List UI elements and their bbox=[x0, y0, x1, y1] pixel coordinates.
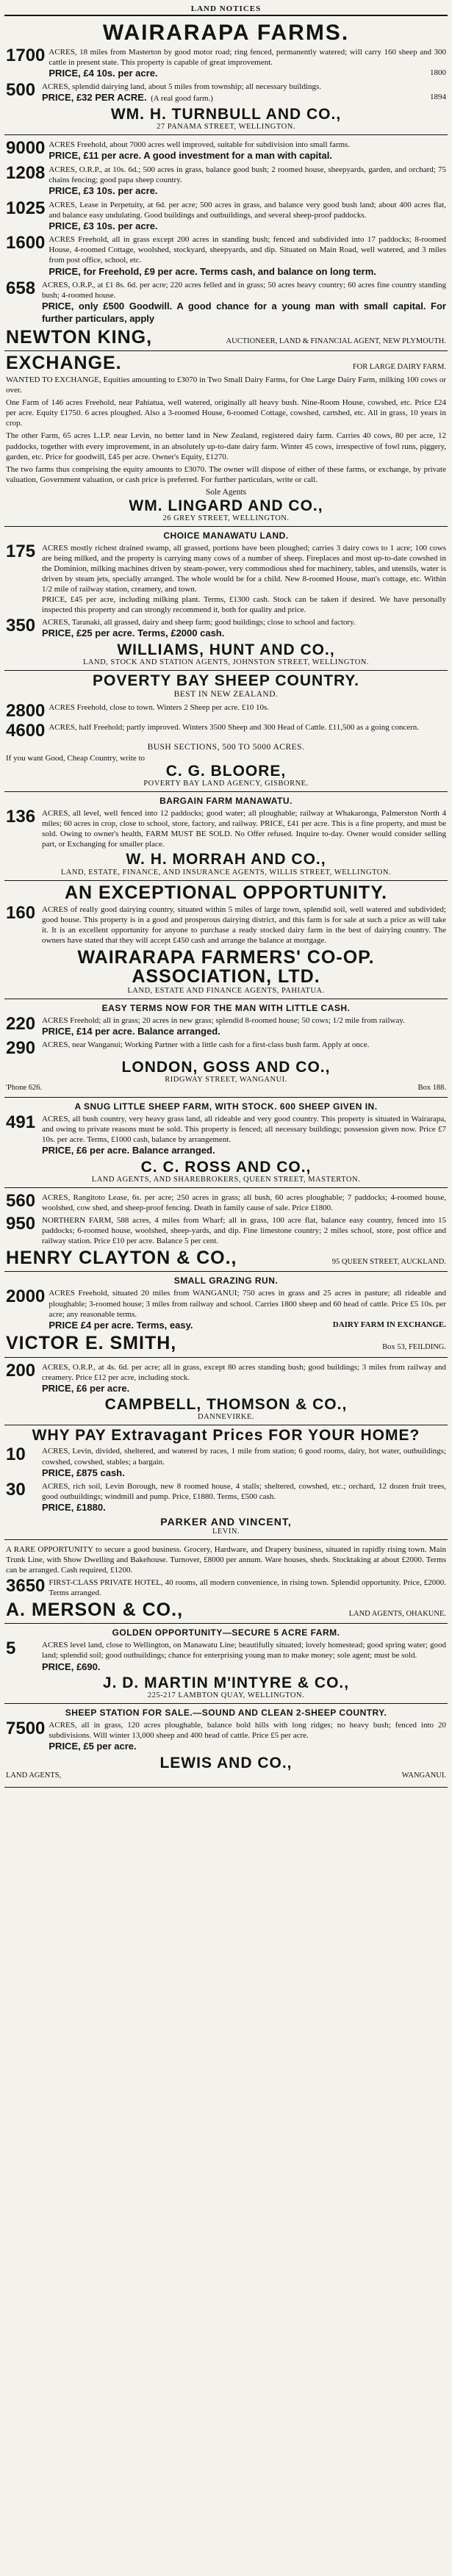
title-line bbox=[6, 353, 446, 373]
listing-body bbox=[42, 1114, 446, 1157]
firm-address: 225-217 LAMBTON QUAY, WELLINGTON. bbox=[147, 1691, 305, 1700]
section-head: A SNUG LITTLE SHEEP FARM, WITH STOCK. 600 SHEEP GIVEN IN. bbox=[74, 1101, 378, 1112]
ad-paragraph: One Farm of 146 acres Freehold, near Pahiatua, well watered, originally all heavy bush. Nine-Room House, cowshed, etc. Price £24 per acre. Equity £1750. 6 acres ploughed. Also a 3-roomed House, 6-roomed Cottage, cowshed, cartshed, etc. All in grass, 10 years in crop. bbox=[6, 398, 446, 428]
listing-text: ACRES, half Freehold; partly improved. Winters 3500 Sheep and 300 Head of Cattle. £11,500 as a going concern. bbox=[49, 723, 420, 733]
ad-exchange bbox=[4, 351, 448, 527]
listing-body bbox=[49, 47, 446, 80]
firm-address: LAND, ESTATE AND FINANCE AGENTS, PAHIATUA. bbox=[127, 986, 325, 995]
acreage: 2000 bbox=[6, 1287, 46, 1307]
listing-price: PRICE, £5 per acre. bbox=[49, 1741, 137, 1752]
ad-golden-opportunity bbox=[4, 1624, 448, 1704]
acreage: 9000 bbox=[6, 138, 46, 159]
ad-title: AN EXCEPTIONAL OPPORTUNITY. bbox=[64, 882, 388, 903]
ad-easy-terms bbox=[4, 999, 448, 1098]
acreage: 1700 bbox=[6, 45, 46, 65]
listing bbox=[6, 1640, 446, 1673]
listing-text: ACRES level land, close to Wellington, on Manawatu Line; beautifully situated; lovely homestead; good spring water; good land; splendid soil; good outbuildings; chance for enterprising young man to make money; sole agent; must be sold. bbox=[42, 1641, 446, 1661]
listing-text: ACRES Freehold, all in grass except 200 acres in standing bush; fenced and subdivided into 17 paddocks; 8-roomed House, 4-roomed Cottage, woolshed, stockyard, sheepyards, and dip. Situated on Main Road, well watered, and 3 miles from post office, school, etc. bbox=[49, 235, 446, 265]
firm-address: Box 53, FEILDING. bbox=[382, 1343, 446, 1352]
listing-text: ACRES, Levin, divided, sheltered, and watered by races, 1 mile from station; 6 good rooms, dairy, hot water, outbuildings; cowshed, cowshed, stables; a bargain. bbox=[42, 1447, 446, 1467]
listing bbox=[6, 904, 446, 946]
listing bbox=[6, 543, 446, 616]
listing-text: ACRES, Taranaki, all grassed, dairy and sheep farm; good buildings; close to school and factory. bbox=[42, 618, 356, 627]
listing-text: ACRES Freehold, close to town. Winters 2 Sheep per acre. £10 10s. bbox=[49, 703, 270, 713]
acreage: 950 bbox=[6, 1214, 36, 1234]
ad-paragraph: FIRST-CLASS PRIVATE HOTEL, 40 rooms, all modern convenience, in rising town. Splendid opportunity. Price, £2000. Terms arranged. bbox=[49, 1577, 446, 1598]
ad-wairarapa-farms bbox=[4, 19, 448, 135]
listing-text: ACRES, O.R.P., at 10s. 6d.; 500 acres in grass, balance good bush; 2 roomed house, sheepyards, garden, and orchard; 75 chains fencing; good papa sheep country. bbox=[49, 165, 446, 184]
firm-address: 26 GREY STREET, WELLINGTON. bbox=[162, 514, 290, 522]
ad-paragraph: The other Farm, 65 acres L.I.P. near Levin, no better land in New Zealand, registered dairy farm. Carries 40 cows, 80 per acre, 12 paddocks, together with every improvement, in an absolutely up-to-date dairy farm. Winter 45 cows, irrespective of fowl runs, piggery, garden, etc. Price for goodwill, £45 per acre. Owner's Equity, £1270. bbox=[6, 431, 446, 461]
listing bbox=[6, 47, 446, 80]
firm-name: LEWIS AND CO., bbox=[159, 1754, 293, 1771]
listing bbox=[6, 808, 446, 849]
acreage: 220 bbox=[6, 1013, 36, 1034]
acreage: 1600 bbox=[6, 233, 46, 253]
running-head: LAND NOTICES bbox=[4, 4, 448, 16]
listing bbox=[6, 1446, 446, 1479]
firm-line bbox=[6, 1248, 446, 1267]
firm-address: POVERTY BAY LAND AGENCY, GISBORNE. bbox=[143, 780, 309, 788]
section-head: BARGAIN FARM MANAWATU. bbox=[159, 796, 293, 807]
acreage: 2800 bbox=[6, 701, 46, 722]
listing-text: ACRES, Rangitoto Lease, 6s. per acre; 250 acres in grass; all bush, 60 acres ploughable; 7 paddocks; 4-roomed house, woolshed, cow shed, and sheep-proof fencing. Death in family cause of sale. Price £1800. bbox=[42, 1192, 446, 1212]
listing bbox=[6, 617, 446, 640]
listing-body bbox=[49, 140, 446, 162]
ad-why-pay bbox=[4, 1425, 448, 1539]
ad-paragraph: WANTED TO EXCHANGE, Equities amounting to £3070 in Two Small Dairy Farms, for One Large Dairy Farm, milking 100 cows or over. bbox=[6, 375, 446, 395]
ad-merson bbox=[4, 1540, 448, 1625]
listing-price: PRICE, £6 per acre. Balance arranged. bbox=[42, 1145, 215, 1156]
listing bbox=[6, 162, 446, 198]
listing bbox=[6, 1015, 446, 1038]
ad-sheep-station bbox=[4, 1704, 448, 1787]
listing-body bbox=[49, 234, 446, 278]
listing-body bbox=[49, 200, 446, 233]
firm-name: W. H. MORRAH AND CO., bbox=[126, 851, 326, 868]
ad-paragraph: Sole Agents bbox=[205, 487, 247, 497]
acreage: 30 bbox=[6, 1480, 26, 1500]
listing bbox=[6, 1040, 446, 1057]
listing-note: (A real good farm.) bbox=[151, 94, 213, 104]
ad-paragraph: A RARE OPPORTUNITY to secure a good business. Grocery, Hardware, and Drapery business, situated in rapidly rising town. Main Trunk Line, with Show Dwelling and Bakehouse. Turnover, £8000 per annum. Ware houses, sheds. Stocktaking at about £2000. Terms can be arranged. Cash required, £1200. bbox=[6, 1544, 446, 1575]
newspaper-page bbox=[4, 0, 448, 1788]
listing bbox=[6, 1362, 446, 1395]
ad-exceptional-opportunity bbox=[4, 881, 448, 999]
ad-title: EXCHANGE. bbox=[6, 352, 122, 373]
listing bbox=[6, 1114, 446, 1157]
listing-text: ACRES, all bush country, very heavy grass land, all rideable and very good country. This property is situated in Wairarapa, and owing to private reasons must be sold. This property is fenced; all necessary buildings; possession given now. Price £7 10s. per acre. Terms, £1000 cash, balance by arrangement. bbox=[42, 1114, 446, 1145]
listing-body bbox=[42, 617, 446, 640]
listing-body bbox=[42, 1640, 446, 1673]
listing-text: ACRES mostly richest drained swamp, all grassed, portions have been ploughed; carries 3 dairy cows to 1 acre; 100 cows are being milked, and the property is carrying many cows of a number of sheep. Fireplaces and most up-to-date cowshed in the Dominion, milking machines driven by steam-power, very commodious shed for machinery, tables, and utensils, water is driven by steam jets, specially arranged. The whole would be for a child. New 8-roomed House, man's cottage, etc. Within 1/2 mile of railway station, creamery, and town. bbox=[42, 543, 446, 594]
ad-title: WHY PAY Extravagant Prices FOR YOUR HOME? bbox=[32, 1427, 420, 1444]
listing-price: PRICE, £3 10s. per acre. bbox=[49, 220, 158, 231]
firm-box: Box 188. bbox=[417, 1084, 446, 1093]
ad-bargain-manawatu bbox=[4, 792, 448, 880]
firm-name: LONDON, GOSS AND CO., bbox=[121, 1059, 331, 1076]
ad-choice-manawatu bbox=[4, 527, 448, 671]
listing-body bbox=[49, 1288, 446, 1331]
acreage: 500 bbox=[6, 80, 36, 101]
listing-price: PRICE, £32 PER ACRE. bbox=[42, 92, 147, 104]
ad-subtitle: BEST IN NEW ZEALAND. bbox=[173, 690, 279, 699]
listing bbox=[6, 1215, 446, 1246]
ad-paragraph: The two farms thus comprising the equity amounts to £3070. The owner will dispose of either of these farms, or exchange, by private valuation, Government valuation, or cash price is preferred. For further particulars, write or call. bbox=[6, 464, 446, 484]
listing-text: ACRES, all level, well fenced into 12 paddocks; good water; all ploughable; railway at Whakaronga, Palmerston North 4 miles; 60 acres in crop, close to school, store, factory, and railway. PRICE, £41 per acre. This is a fine property, and must be sold. Owing to owner's health, FARM MUST BE SOLD. No Offer refused. Inquire to-day. Owner would consider selling part, or Exchanging for smaller place. bbox=[42, 809, 446, 849]
firm-name: CAMPBELL, THOMSON & CO., bbox=[104, 1396, 348, 1414]
section-head: SHEEP STATION FOR SALE.—SOUND AND CLEAN 2-SHEEP COUNTRY. bbox=[65, 1708, 387, 1719]
ad-lead: If you want Good, Cheap Country, write to bbox=[6, 754, 146, 763]
listing-body bbox=[42, 543, 446, 616]
ad-poverty-bay bbox=[4, 671, 448, 792]
ad-title-right: FOR LARGE DAIRY FARM. bbox=[352, 362, 446, 371]
firm-line bbox=[6, 1600, 446, 1619]
ad-small-grazing-run bbox=[4, 1272, 448, 1357]
ad-henry-clayton bbox=[4, 1188, 448, 1273]
firm-name: HENRY CLAYTON & CO., bbox=[6, 1248, 237, 1269]
listing-text: ACRES Freehold; all in grass; 20 acres in new grass; splendid 8-roomed house; 50 cows; 1/2 mile from railway. bbox=[42, 1015, 405, 1025]
listing-price: PRICE, £875 cash. bbox=[42, 1467, 125, 1478]
acreage: 560 bbox=[6, 1190, 36, 1211]
listing-ref: 1800 bbox=[430, 68, 446, 77]
firm-address: LAND, ESTATE, FINANCE, AND INSURANCE AGENTS, WILLIS STREET, WELLINGTON. bbox=[60, 868, 392, 877]
listing-body bbox=[42, 1015, 446, 1038]
listing-text: ACRES Freehold, about 7000 acres well improved, suitable for subdivision into small farms. bbox=[49, 140, 351, 150]
firm-address: 27 PANAMA STREET, WELLINGTON. bbox=[157, 123, 295, 132]
acreage: 350 bbox=[6, 616, 36, 636]
listing-text: ACRES, all in grass, 120 acres ploughable, balance bold hills with long ridges; no heavy bush; fenced into 20 subdivisions. Will winter 13,000 sheep and 400 head of cattle. Price £5 per acre. bbox=[49, 1721, 446, 1741]
listing-price: PRICE, only £500 Goodwill. A good chance for a young man with small capital. For further particulars, apply bbox=[42, 301, 446, 324]
contact-line bbox=[6, 1084, 446, 1093]
listing bbox=[6, 140, 446, 162]
acreage: 3650 bbox=[6, 1575, 46, 1596]
acreage: 10 bbox=[6, 1444, 26, 1465]
firm-name: VICTOR E. SMITH, bbox=[6, 1333, 177, 1354]
listing bbox=[6, 1288, 446, 1331]
listing bbox=[6, 200, 446, 233]
listing-text: ACRES, 18 miles from Masterton by good motor road; ring fenced, permanently watered; will carry 160 sheep and 300 cattle in present state. This property is capable of great improvement. bbox=[49, 47, 446, 67]
listing-note: DAIRY FARM IN EXCHANGE. bbox=[332, 1320, 446, 1329]
acreage: 491 bbox=[6, 1112, 36, 1132]
firm-name: J. D. MARTIN M'INTYRE & CO., bbox=[102, 1674, 350, 1692]
firm-line bbox=[6, 1771, 446, 1781]
firm-line bbox=[6, 328, 446, 347]
firm-name: WM. LINGARD AND CO., bbox=[129, 497, 323, 514]
listing-price: PRICE, £1880. bbox=[42, 1502, 106, 1514]
ad-snug-sheep-farm bbox=[4, 1098, 448, 1188]
listing-price: PRICE, £14 per acre. Balance arranged. bbox=[42, 1025, 220, 1037]
listing bbox=[6, 1577, 446, 1598]
firm-address: WANGANUI. bbox=[401, 1771, 446, 1780]
listing-body bbox=[42, 82, 446, 104]
section-head: CHOICE MANAWATU LAND. bbox=[163, 530, 289, 541]
section-head: EASY TERMS NOW FOR THE MAN WITH LITTLE CASH. bbox=[101, 1002, 351, 1013]
listing-body bbox=[42, 1446, 446, 1479]
listing-text: ACRES, splendid dairying land, about 5 miles from township; all necessary buildings. bbox=[42, 82, 322, 92]
listing-price: PRICE, £3 10s. per acre. bbox=[49, 184, 158, 196]
listing-price: PRICE, £45 per acre, including milking plant. Terms, £1300 cash. Stock can be taken if desired. We have personally inspected this property and can strongly recommend it, both for quality and price. bbox=[42, 595, 446, 615]
listing bbox=[6, 1720, 446, 1753]
firm-name: C. G. BLOORE, bbox=[165, 763, 287, 780]
ad-title: WAIRARAPA FARMS. bbox=[102, 21, 350, 45]
listing bbox=[6, 702, 446, 720]
acreage: 7500 bbox=[6, 1719, 46, 1739]
ad-campbell-thomson bbox=[4, 1358, 448, 1426]
acreage: 175 bbox=[6, 541, 36, 561]
listing-text: ACRES, Lease in Perpetuity, at 6d. per acre; 500 acres in grass, and balance very good bush land; about 400 acres flat, and balance easy undulating. Good buildings and outbuildings, and several sheep-proof paddocks. bbox=[49, 200, 446, 220]
listing bbox=[6, 82, 446, 104]
firm-name: A. MERSON & CO., bbox=[6, 1600, 184, 1621]
listing-price: PRICE, £25 per acre. Terms, £2000 cash. bbox=[42, 627, 225, 639]
listing-body bbox=[42, 1481, 446, 1514]
firm-name: NEWTON KING, bbox=[6, 326, 153, 348]
listing-text: NORTHERN FARM, 588 acres, 4 miles from Wharf; all in grass, 100 acre flat, balance easy country, fenced into 15 paddocks; 6-roomed house, woolshed, sheep-yards, and dip. Fine limestone country; 2 miles school, store, post office and railway station. Price £10 per acre. Balance 5 per cent. bbox=[42, 1216, 446, 1246]
section-head: GOLDEN OPPORTUNITY—SECURE 5 ACRE FARM. bbox=[112, 1627, 340, 1638]
firm-address: LAND, STOCK AND STATION AGENTS, JOHNSTON STREET, WELLINGTON. bbox=[83, 658, 369, 667]
listing-price: PRICE, £690. bbox=[42, 1661, 101, 1672]
firm-address: LAND AGENTS, AND SHAREBROKERS, QUEEN STREET, MASTERTON. bbox=[91, 1175, 361, 1184]
listing-ref: 1894 bbox=[430, 93, 446, 102]
ad-extra: BUSH SECTIONS, 500 TO 5000 ACRES. bbox=[147, 743, 305, 752]
acreage: 160 bbox=[6, 902, 36, 923]
listing-text: ACRES, O.R.P., at £1 8s. 6d. per acre; 220 acres felled and in grass; 50 acres heavy country; 60 acres fine country standing bush; 4-roomed house. bbox=[42, 281, 446, 301]
firm-address: DANNEVIRKE. bbox=[198, 1413, 254, 1422]
firm-name: C. C. ROSS AND CO., bbox=[140, 1158, 312, 1176]
firm-address: LAND AGENTS, OHAKUNE. bbox=[348, 1610, 446, 1619]
firm-name: WILLIAMS, HUNT AND CO., bbox=[117, 641, 335, 659]
acreage: 1208 bbox=[6, 162, 46, 183]
listing-text: ACRES, near Wanganui; Working Partner with a little cash for a first-class bush farm. Apply at once. bbox=[42, 1040, 370, 1050]
listing-price: PRICE £4 per acre. Terms, easy. bbox=[49, 1319, 193, 1331]
listing bbox=[6, 1192, 446, 1213]
ad-newton-king bbox=[4, 135, 448, 351]
acreage: 290 bbox=[6, 1038, 36, 1059]
listing bbox=[6, 1481, 446, 1514]
acreage: 136 bbox=[6, 807, 36, 827]
firm-name: PARKER AND VINCENT, bbox=[160, 1516, 292, 1528]
listing-body bbox=[42, 280, 446, 325]
firm-name: WAIRARAPA FARMERS' CO-OP. ASSOCIATION, LTD. bbox=[77, 947, 375, 987]
firm-description: LAND AGENTS, bbox=[6, 1771, 62, 1780]
firm-phone: 'Phone 626. bbox=[6, 1084, 43, 1093]
listing-body bbox=[42, 1362, 446, 1395]
listing-text: ACRES of really good dairying country, situated within 5 miles of large town, splendid soil, well watered and subdivided; good house. This property is in a good and prosperous dairying district, and this farm is for sale at such a price as will take it. It is an excellent opportunity for anyone to purchase a ready stocked dairy farm in the best of dairying country. The owners have stated that they will accept £450 cash and arrange the balance at mortgage. bbox=[42, 904, 446, 946]
firm-name: WM. H. TURNBULL AND CO., bbox=[110, 105, 342, 123]
listing-body bbox=[49, 1720, 446, 1753]
listing-body bbox=[49, 165, 446, 198]
firm-address: LEVIN. bbox=[212, 1527, 240, 1536]
listing-text: ACRES, rich soil, Levin Borough, new 8 roomed house, 4 stalls; sheltered, cowshed, etc.; orchard, 12 dozen fruit trees, good outbuildings; windmill and pump. Price, £1880. Terms, £500 cash. bbox=[42, 1482, 446, 1502]
firm-address: RIDGWAY STREET, WANGANUI. bbox=[165, 1076, 287, 1084]
firm-line bbox=[6, 1334, 446, 1353]
listing bbox=[6, 280, 446, 325]
acreage: 4600 bbox=[6, 721, 46, 741]
listing bbox=[6, 234, 446, 278]
firm-description: AUCTIONEER, LAND & FINANCIAL AGENT, NEW PLYMOUTH. bbox=[226, 337, 446, 345]
ad-title: POVERTY BAY SHEEP COUNTRY. bbox=[93, 672, 359, 690]
listing-text: ACRES Freehold, situated 20 miles from WANGANUI; 750 acres in grass and 25 acres in pasture; all rideable and ploughable; 3-roomed house; 3 miles from railway and school. Carries 1800 sheep and 60 head of cattle. Price £5 10s. per acre; any reasonable terms. bbox=[49, 1289, 446, 1319]
listing-price: PRICE, £11 per acre. A good investment for a man with capital. bbox=[49, 150, 332, 162]
acreage: 658 bbox=[6, 278, 36, 299]
listing-text: ACRES, O.R.P., at 4s. 6d. per acre; all in grass, except 80 acres standing bush; good buildings; 3 miles from railway and creamery. Price £12 per acre, including stock. bbox=[42, 1362, 446, 1382]
firm-address: 95 QUEEN STREET, AUCKLAND. bbox=[331, 1258, 446, 1267]
listing-price: PRICE, £6 per acre. bbox=[42, 1382, 130, 1394]
listing-price: PRICE, for Freehold, £9 per acre. Terms cash, and balance on long term. bbox=[49, 265, 376, 277]
acreage: 1025 bbox=[6, 198, 46, 218]
section-head: SMALL GRAZING RUN. bbox=[173, 1276, 279, 1287]
listing-price: PRICE, £4 10s. per acre. bbox=[49, 67, 158, 79]
listing bbox=[6, 722, 446, 740]
acreage: 200 bbox=[6, 1360, 36, 1381]
acreage: 5 bbox=[6, 1638, 16, 1659]
